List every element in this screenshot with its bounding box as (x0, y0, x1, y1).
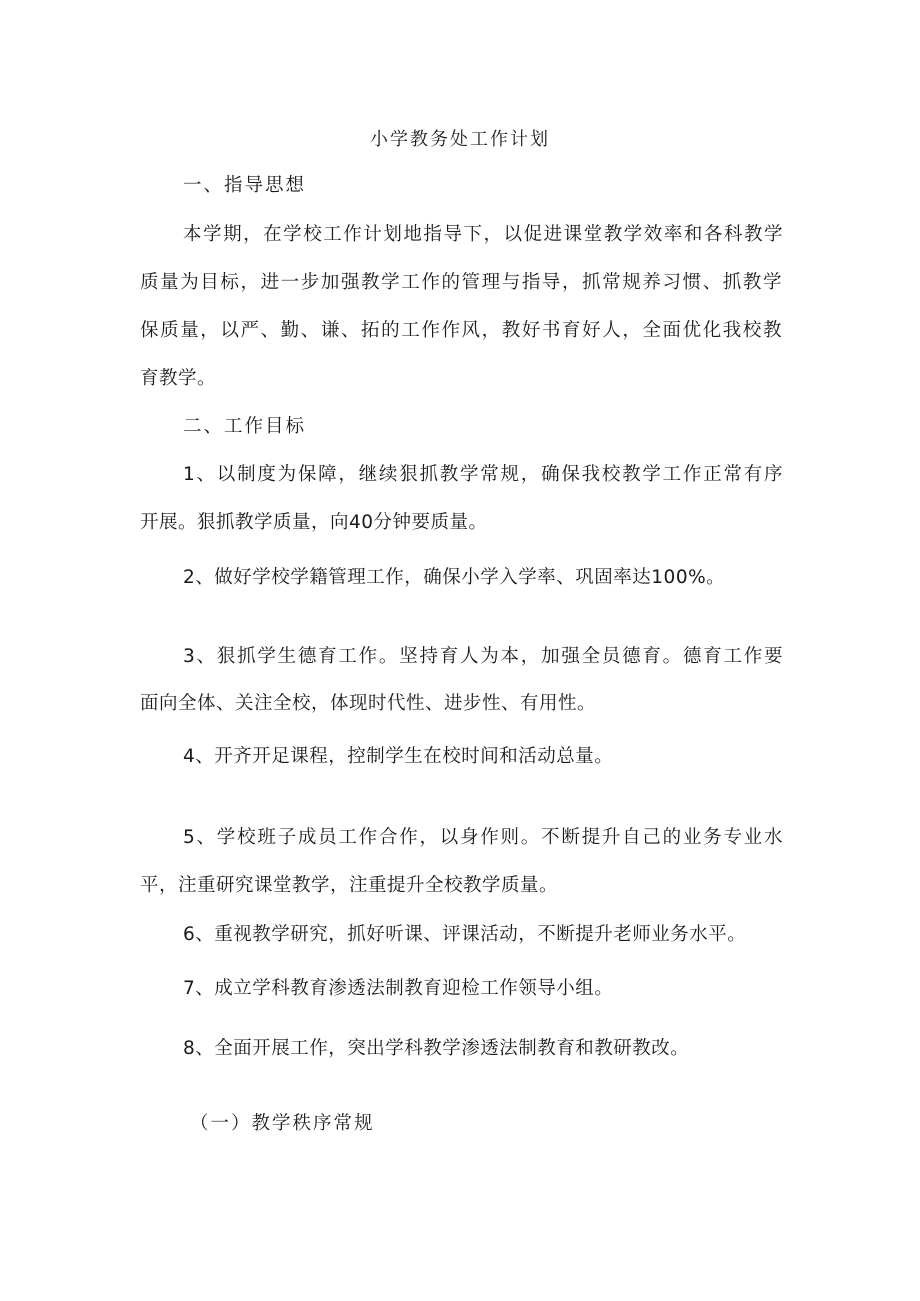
goal-item-line: 面向全体、关注全校，体现时代性、进步性、有用性。 (140, 693, 597, 714)
section-heading-work-goals: 二、工作目标 (183, 416, 307, 437)
goal-item-line: 5、学校班子成员工作合作，以身作则。不断提升自己的业务专业水 (183, 827, 783, 848)
subsection-heading-teaching-order: （一）教学秩序常规 (190, 1113, 375, 1134)
paragraph-line: 保质量，以严、勤、谦、拓的工作作风，教好书育好人，全面优化我校教 (140, 320, 782, 341)
goal-item-line: 3、狠抓学生德育工作。坚持育人为本，加强全员德育。德育工作要 (183, 646, 783, 667)
goal-item-line: 平，注重研究课堂教学，注重提升全校教学质量。 (140, 875, 559, 896)
goal-item-line: 开展。狠抓教学质量，向40分钟要质量。 (140, 512, 488, 533)
document-title: 小学教务处工作计划 (370, 129, 550, 150)
goal-item-line: 6、重视教学研究，抓好听课、评课活动，不断提升老师业务水平。 (183, 924, 747, 945)
goal-item-line: 4、开齐开足课程，控制学生在校时间和活动总量。 (183, 746, 614, 767)
goal-item-line: 8、全面开展工作，突出学科教学渗透法制教育和教研教改。 (183, 1038, 690, 1059)
paragraph-line: 质量为目标，进一步加强教学工作的管理与指导，抓常规养习惯、抓教学 (140, 272, 782, 293)
paragraph-line: 育教学。 (140, 368, 217, 389)
paragraph-line: 本学期，在学校工作计划地指导下，以促进课堂教学效率和各科教学 (183, 224, 783, 245)
goal-item-line: 1、以制度为保障，继续狠抓教学常规，确保我校教学工作正常有序 (183, 464, 783, 485)
section-heading-guiding-ideology: 一、指导思想 (183, 175, 307, 196)
goal-item-line: 7、成立学科教育渗透法制教育迎检工作领导小组。 (183, 978, 614, 999)
goal-item-line: 2、做好学校学籍管理工作，确保小学入学率、巩固率达100%。 (183, 567, 726, 588)
